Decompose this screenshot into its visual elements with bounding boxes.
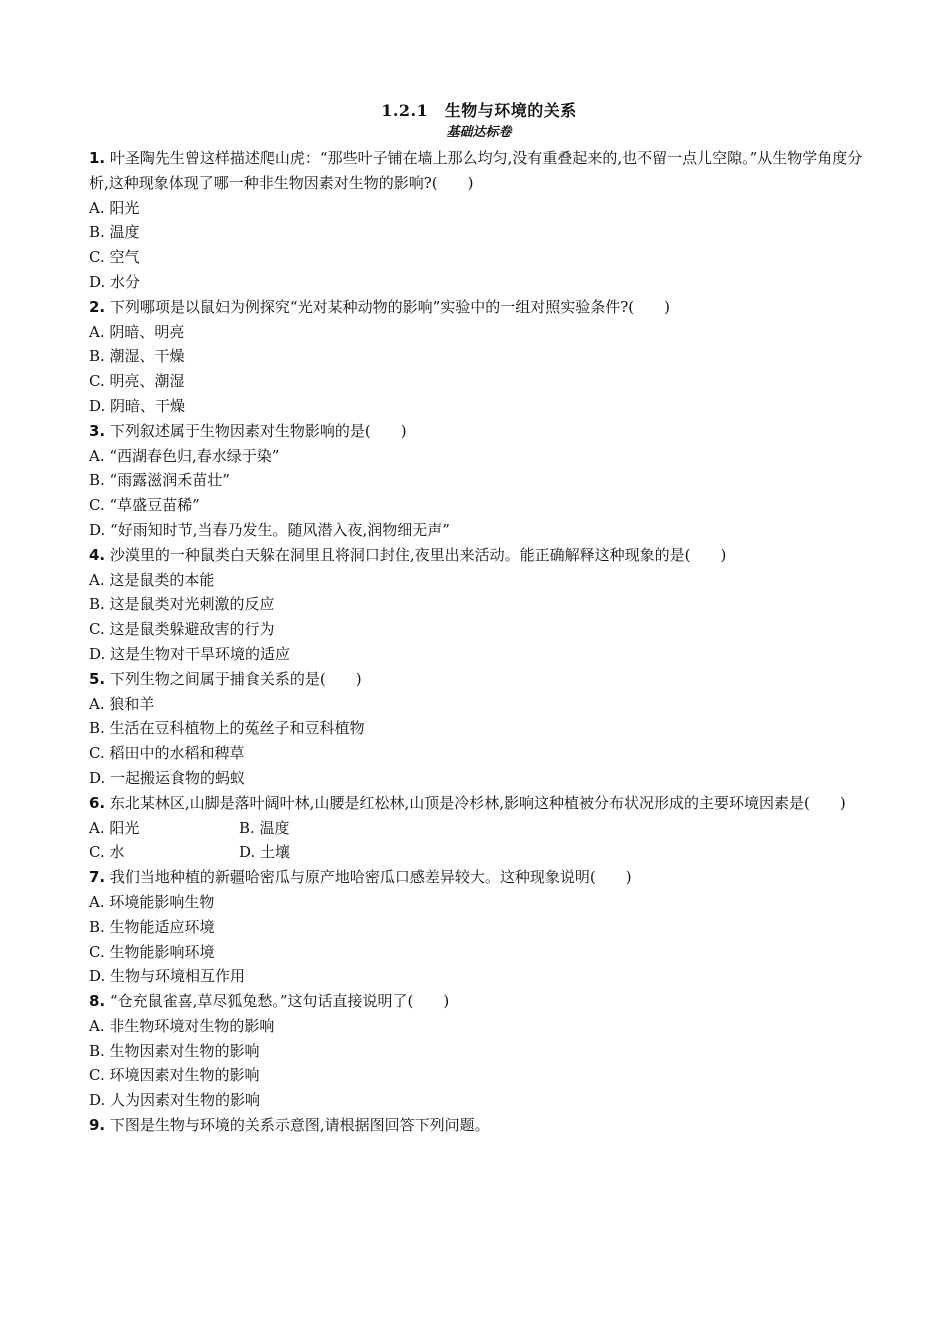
option-b: B. 生物能适应环境 — [89, 917, 215, 936]
question-stem — [89, 989, 869, 1014]
option-a: A. 非生物环境对生物的影响 — [89, 1016, 275, 1035]
page-title: 1.2.1 生物与环境的关系 — [381, 101, 577, 120]
question-text: 我们当地种植的新疆哈密瓜与原产地哈密瓜口感差异较大。这种现象说明( ) — [105, 868, 632, 887]
question-text: 下列生物之间属于捕食关系的是( ) — [105, 669, 362, 688]
question-7 — [89, 865, 869, 989]
question-2 — [89, 295, 869, 419]
option-a: A. 阴暗、明亮 — [89, 322, 185, 341]
question-stem — [89, 295, 869, 320]
question-text: “仓充鼠雀喜,草尽狐兔愁。”这句话直接说明了( ) — [105, 992, 450, 1011]
question-text: 下图是生物与环境的关系示意图,请根据图回答下列问题。 — [105, 1116, 490, 1135]
option-d: D. 阴暗、干燥 — [89, 396, 186, 415]
question-8 — [89, 989, 869, 1113]
question-stem — [89, 146, 869, 196]
question-6 — [89, 791, 869, 865]
option-c: C. 明亮、潮湿 — [89, 372, 185, 391]
document-page — [89, 100, 869, 1138]
option-b: B. 温度 — [239, 818, 290, 837]
question-number: 2. — [89, 297, 106, 316]
option-a: A. 阳光 — [89, 818, 140, 837]
question-1 — [89, 146, 869, 295]
option-c: C. 空气 — [89, 248, 140, 267]
question-number: 4. — [89, 545, 106, 564]
option-b: B. “雨露滋润禾苗壮” — [89, 471, 230, 490]
option-d: D. 人为因素对生物的影响 — [89, 1091, 261, 1110]
question-stem — [89, 543, 869, 568]
question-number: 7. — [89, 868, 106, 887]
question-stem — [89, 667, 869, 692]
question-5 — [89, 667, 869, 791]
option-b: B. 生物因素对生物的影响 — [89, 1041, 260, 1060]
question-number: 9. — [89, 1116, 106, 1135]
question-3 — [89, 419, 869, 543]
option-d: D. “好雨知时节,当春乃发生。随风潜入夜,润物细无声” — [89, 520, 450, 539]
page-subtitle: 基础达标卷 — [446, 125, 512, 140]
option-c: C. 生物能影响环境 — [89, 942, 215, 961]
option-a: A. 狼和羊 — [89, 694, 155, 713]
option-c: C. 环境因素对生物的影响 — [89, 1066, 260, 1085]
option-c: C. 稻田中的水稻和稗草 — [89, 744, 245, 763]
option-row — [89, 816, 869, 841]
question-9 — [89, 1113, 869, 1138]
option-d: D. 这是生物对干旱环境的适应 — [89, 644, 291, 663]
option-d: D. 水分 — [89, 272, 141, 291]
question-number: 5. — [89, 669, 106, 688]
option-a: A. 阳光 — [89, 198, 140, 217]
question-stem — [89, 419, 869, 444]
question-4 — [89, 543, 869, 667]
question-stem — [89, 1113, 869, 1138]
question-number: 3. — [89, 421, 106, 440]
option-d: D. 土壤 — [239, 843, 291, 862]
option-b: B. 潮湿、干燥 — [89, 347, 185, 366]
option-b: B. 生活在豆科植物上的菟丝子和豆科植物 — [89, 719, 365, 738]
option-c: C. “草盛豆苗稀” — [89, 496, 200, 515]
option-c: C. 水 — [89, 843, 125, 862]
question-text: 叶圣陶先生曾这样描述爬山虎：“那些叶子铺在墙上那么均匀,没有重叠起来的,也不留一点儿空隙。”从生物学角度分析,这种现象体现了哪一种非生物因素对生物的影响?( ) — [89, 149, 863, 192]
option-a: A. “西湖春色归,春水绿于染” — [89, 446, 280, 465]
option-c: C. 这是鼠类躲避敌害的行为 — [89, 620, 275, 639]
question-stem — [89, 791, 869, 816]
option-d: D. 生物与环境相互作用 — [89, 967, 246, 986]
question-number: 1. — [89, 149, 106, 167]
question-text: 下列叙述属于生物因素对生物影响的是( ) — [105, 421, 407, 440]
option-a: A. 这是鼠类的本能 — [89, 570, 215, 589]
option-b: B. 这是鼠类对光刺激的反应 — [89, 595, 275, 614]
question-stem — [89, 865, 869, 890]
question-number: 6. — [89, 793, 106, 812]
option-row — [89, 840, 869, 865]
question-text: 东北某林区,山脚是落叶阔叶林,山腰是红松林,山顶是冷杉林,影响这种植被分布状况形成的主要环境因素是( ) — [105, 793, 846, 812]
option-b: B. 温度 — [89, 223, 140, 242]
question-text: 沙漠里的一种鼠类白天躲在洞里且将洞口封住,夜里出来活动。能正确解释这种现象的是( ) — [105, 545, 727, 564]
option-d: D. 一起搬运食物的蚂蚁 — [89, 768, 246, 787]
option-a: A. 环境能影响生物 — [89, 892, 215, 911]
question-text: 下列哪项是以鼠妇为例探究“光对某种动物的影响”实验中的一组对照实验条件?( ) — [105, 297, 670, 316]
question-number: 8. — [89, 992, 106, 1011]
